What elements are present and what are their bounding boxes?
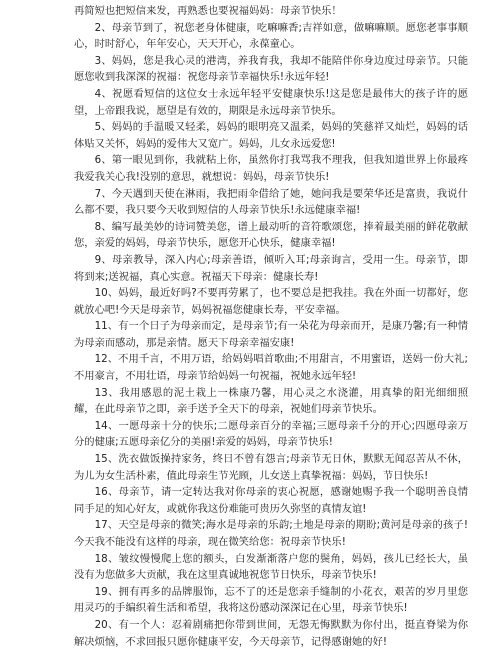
list-item: 4、祝愿看短信的这位女士永远年轻平安健康快乐!这是您是最伟大的孩子许的愿望，上帝跟我说，愿望是有效的，期限是永远母亲节快乐。 [74, 87, 468, 117]
list-item: 18、皱纹慢慢爬上您的额头，白发渐渐落户您的鬓角，妈妈，孩儿已经长大，虽没有为您做多大贡献，我在这里真诚地祝您节日快乐，母亲节快乐! [74, 552, 468, 582]
list-item: 7、今天遇到天使在淋雨，我把雨伞借给了她，她问我是要荣华还是富贵，我说什么都不要，我只要今天收到短信的人母亲节快乐!永远健康幸福! [74, 187, 468, 217]
list-item: 10、妈妈，最近好吗?不要再劳累了，也不要总是把我挂。我在外面一切都好，您就放心吧!今天是母亲节，妈妈祝福您健康长寿，平安幸福。 [74, 287, 468, 316]
list-item: 5、妈妈的手温暖又轻柔，妈妈的眼明亮又温柔，妈妈的笑慈祥又灿烂，妈妈的话体贴又关怀，妈妈的爱伟大又宽广。妈妈，儿女永远爱您! [74, 121, 468, 150]
paragraph-intro: 再简短也把短信来发，再熟悉也要祝福妈妈：母亲节快乐！ [74, 5, 342, 17]
list-item: 6、第一眼见到你，我就粘上你，虽然你打我骂我不理我，但我知道世界上你最疼我爱我关心我!没别的意思，就想说：妈妈，母亲节快乐! [74, 154, 468, 183]
list-item: 9、母亲教导，深入内心;母亲善语，倾听入耳;母亲询言，受用一生。母亲节，即将到来;送祝福，真心实意。祝福天下母亲：健康长寿! [74, 253, 468, 283]
list-item: 11、有一个日子为母亲而定，是母亲节;有一朵花为母亲而开，是康乃馨;有一种情为母亲而感动，那是亲情。愿天下母亲幸福安康! [74, 320, 468, 349]
list-item: 15、洗衣做饭操持家务，终日不曾有怨言;母亲节无日休，默默无闻忍苦从不休，为儿为女生活朴素，值此母亲生节光顾，儿女送上真挚祝福：妈妈，节日快乐! [74, 453, 468, 482]
list-item: 20、有一个人：忍着剧痛把你带到世间，无怨无悔默默为你付出，挺直脊梁为你解决烦恼，不求回报只愿你健康平安，今天母亲节，记得感谢她的好! [74, 618, 468, 648]
list-item: 12、不用千言，不用万语，给妈妈唱首歌曲;不用甜言，不用蜜语，送妈一份大礼;不用豪言，不用壮语，母亲节给妈妈一句祝福，祝她永远年轻! [74, 353, 468, 383]
list-item: 16、母亲节，请一定转达我对你母亲的衷心祝愿，感谢她赐予我一个聪明善良情同手足的知心好友，或就你我这份难能可贵历久弥坚的真情友谊! [74, 486, 468, 515]
list-item: 13、我用感恩的泥土栽上一株康乃馨，用心灵之水浇灌，用真挚的阳光细细照耀，在此母亲节之即，亲手送予全天下的母亲，祝她们母亲节快乐。 [74, 386, 468, 416]
list-item: 2、母亲节到了，祝您老身体健康，吃嘛嘛香;吉祥如意，做嘛嘛顺。愿您老事事顺心，时时舒心，年年安心，天天开心，永葆童心。 [74, 21, 468, 51]
list-item: 8、编写最美妙的诗词赞美您，谱上最动听的音符歌颂您，捧着最美丽的鲜花敬献您，亲爱的妈妈，母亲节快乐，愿您开心快乐，健康幸福! [74, 220, 468, 250]
list-item: 17、天空是母亲的微笑;海水是母亲的乐韵;土地是母亲的期盼;黄河是母亲的孩子!今天我不能没有这样的母亲，现在微笑给您：祝母亲节快乐! [74, 519, 468, 548]
list-item: 3、妈妈，您是我心灵的港湾，养我育我，我却不能陪伴你身边度过母亲节。只能愿您收到我深深的祝福：祝您母亲节幸福快乐!永远年轻! [74, 54, 468, 84]
list-item: 14、一愿母亲十分的快乐;二愿母亲百分的幸福;三愿母亲千分的开心;四愿母亲万分的健康;五愿母亲亿分的美丽!亲爱的妈妈，母亲节快乐! [74, 419, 468, 449]
list-item: 19、拥有再多的品牌服饰，忘不了的还是您亲手缝制的小花衣，艰苦的岁月里您用灵巧的手编织着生活和希望，我将这份感动深深记在心里，母亲节快乐! [74, 585, 468, 615]
document-body [74, 3, 468, 650]
